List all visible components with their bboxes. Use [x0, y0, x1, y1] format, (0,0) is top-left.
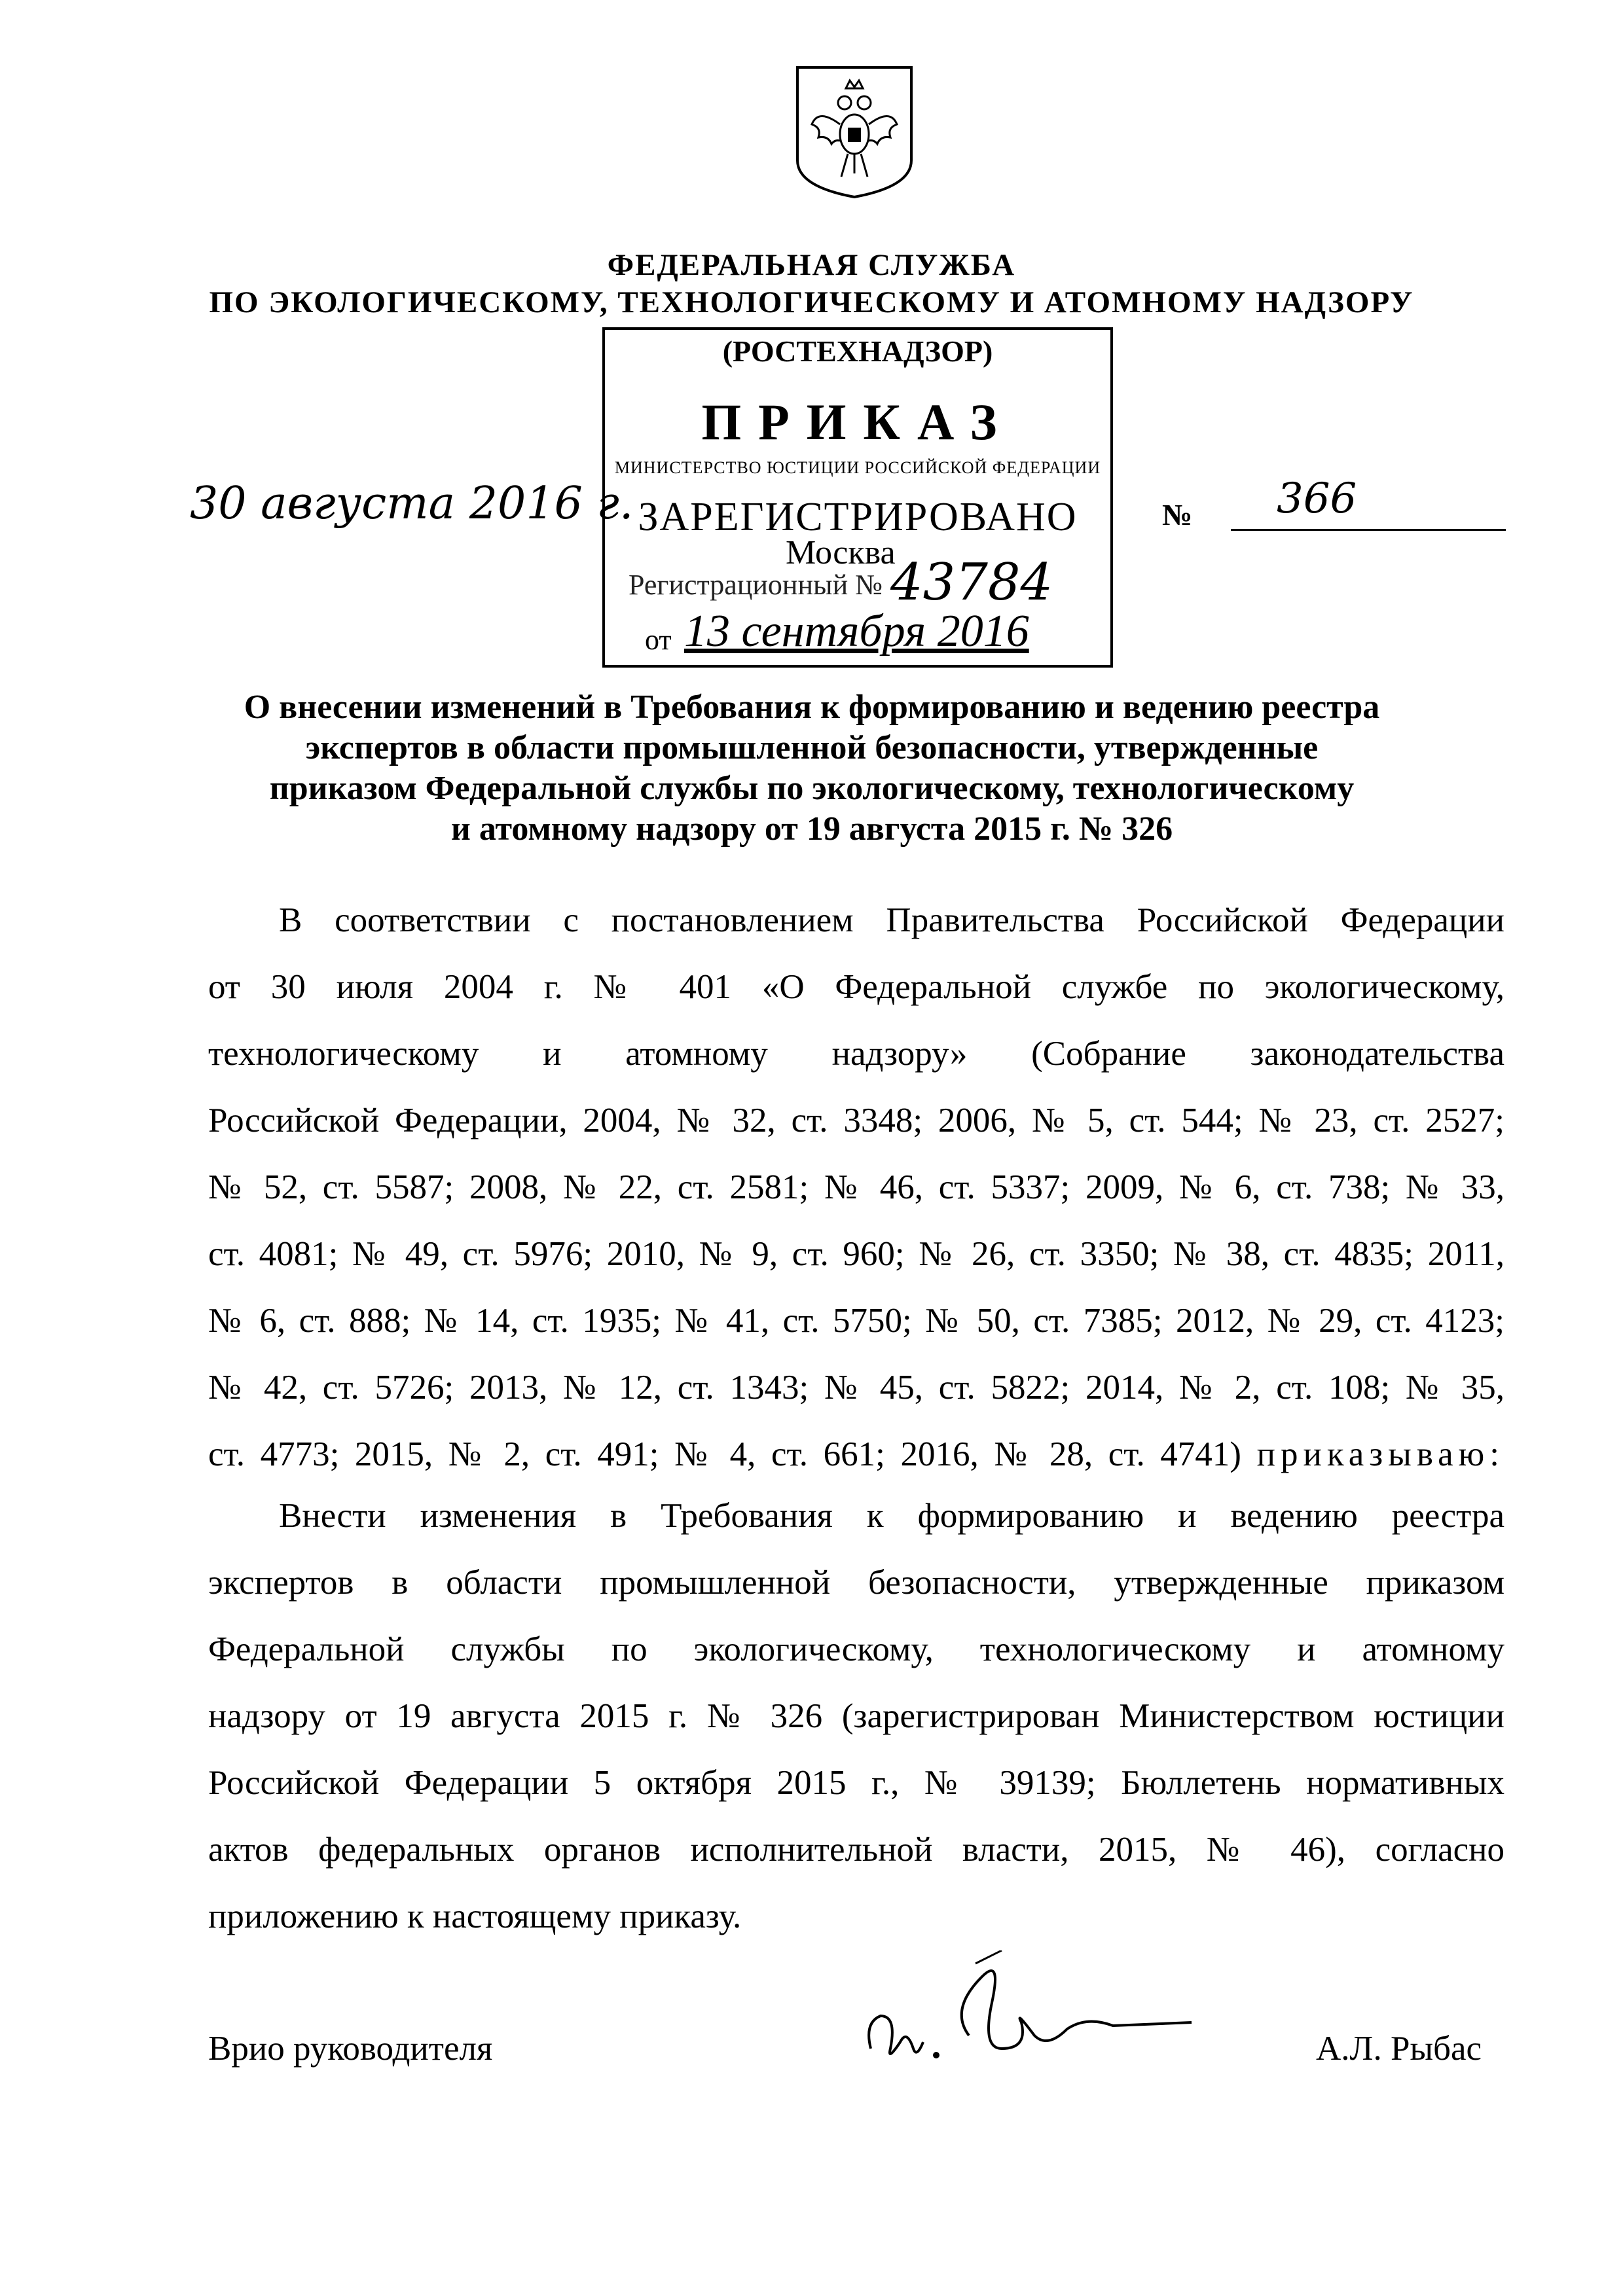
order-number: 366 — [1277, 475, 1357, 523]
text-line: Российской Федерации, 2004, № 32, ст. 3348; 2006, № 5, ст. 544; № 23, ст. 2527; — [208, 1102, 1504, 1139]
text-line: В соответствии с постановлением Правительства Российской Федерации — [279, 901, 1504, 939]
agency-name-line2: ПО ЭКОЛОГИЧЕСКОМУ, ТЕХНОЛОГИЧЕСКОМУ И АТОМНОМУ НАДЗОРУ — [209, 285, 1414, 319]
coat-of-arms-emblem — [792, 62, 917, 201]
order-command: приказываю: — [1256, 1435, 1505, 1473]
agency-short-name: (РОСТЕХНАДЗОР) — [722, 334, 993, 368]
document-title — [196, 687, 1427, 850]
text-line: приложению к настоящему приказу. — [208, 1897, 742, 1935]
text-line: № 52, ст. 5587; 2008, № 22, ст. 2581; № 46, ст. 5337; 2009, № 6, ст. 738; № 33, — [208, 1168, 1504, 1206]
text-line: надзору от 19 августа 2015 г. № 326 (зарегистрирован Министерством юстиции — [208, 1697, 1504, 1735]
text-line: экспертов в области промышленной безопасности, утвержденные приказом — [208, 1564, 1504, 1602]
text-line: № 6, ст. 888; № 14, ст. 1935; № 41, ст. 5750; № 50, ст. 7385; 2012, № 29, ст. 4123; — [208, 1302, 1504, 1340]
order-date: 30 августа 2016 г. — [190, 478, 634, 529]
stamp-city: Москва — [786, 534, 896, 571]
stamp-date: 13 сентября 2016 — [684, 606, 1029, 656]
text-line: Российской Федерации 5 октября 2015 г., № 39139; Бюллетень нормативных — [208, 1764, 1504, 1802]
signatory-name: А.Л. Рыбас — [1316, 2030, 1482, 2068]
stamp-date-prefix: от — [645, 624, 672, 656]
stamp-status: ЗАРЕГИСТРИРОВАНО — [638, 495, 1078, 539]
text-line: Внести изменения в Требования к формированию и ведению реестра — [279, 1497, 1504, 1535]
text-line: Федеральной службы по экологическому, технологическому и атомному — [208, 1630, 1504, 1668]
paragraph-2 — [208, 1482, 1504, 1950]
text-line: технологическому и атомному надзору» (Собрание законодательства — [208, 1035, 1504, 1073]
title-line: приказом Федеральной службы по экологическому, технологическому — [269, 770, 1355, 807]
text-line-content: ст. 4773; 2015, № 2, ст. 491; № 4, ст. 661; 2016, № 28, ст. 4741) — [208, 1435, 1241, 1473]
paragraph-1 — [208, 887, 1504, 1488]
title-line: экспертов в области промышленной безопасности, утвержденные — [305, 729, 1319, 766]
text-line: № 42, ст. 5726; 2013, № 12, ст. 1343; № 45, ст. 5822; 2014, № 2, ст. 108; № 35, — [208, 1369, 1504, 1407]
text-line: ст. 4081; № 49, ст. 5976; 2010, № 9, ст. 960; № 26, ст. 3350; № 38, ст. 4835; 2011, — [208, 1235, 1504, 1273]
stamp-reg-number: 43784 — [890, 553, 1053, 612]
stamp-reg-number-label: Регистрационный № — [629, 569, 883, 601]
title-line: и атомному надзору от 19 августа 2015 г. № 326 — [450, 810, 1173, 848]
agency-name-line1: ФЕДЕРАЛЬНАЯ СЛУЖБА — [607, 248, 1016, 282]
text-line: актов федеральных органов исполнительной власти, 2015, № 46), согласно — [208, 1831, 1504, 1869]
handwritten-signature — [851, 1950, 1218, 2108]
order-number-label: № — [1162, 498, 1193, 531]
order-number-underline — [1231, 529, 1506, 531]
title-line: О внесении изменений в Требования к формированию и ведению реестра — [244, 689, 1380, 726]
text-line: от 30 июля 2004 г. № 401 «О Федеральной службе по экологическому, — [208, 968, 1504, 1006]
stamp-ministry: МИНИСТЕРСТВО ЮСТИЦИИ РОССИЙСКОЙ ФЕДЕРАЦИИ — [614, 458, 1101, 477]
text-line — [208, 1421, 1504, 1488]
document-type: ПРИКАЗ — [701, 393, 1014, 450]
signatory-position: Врио руководителя — [208, 2030, 493, 2068]
